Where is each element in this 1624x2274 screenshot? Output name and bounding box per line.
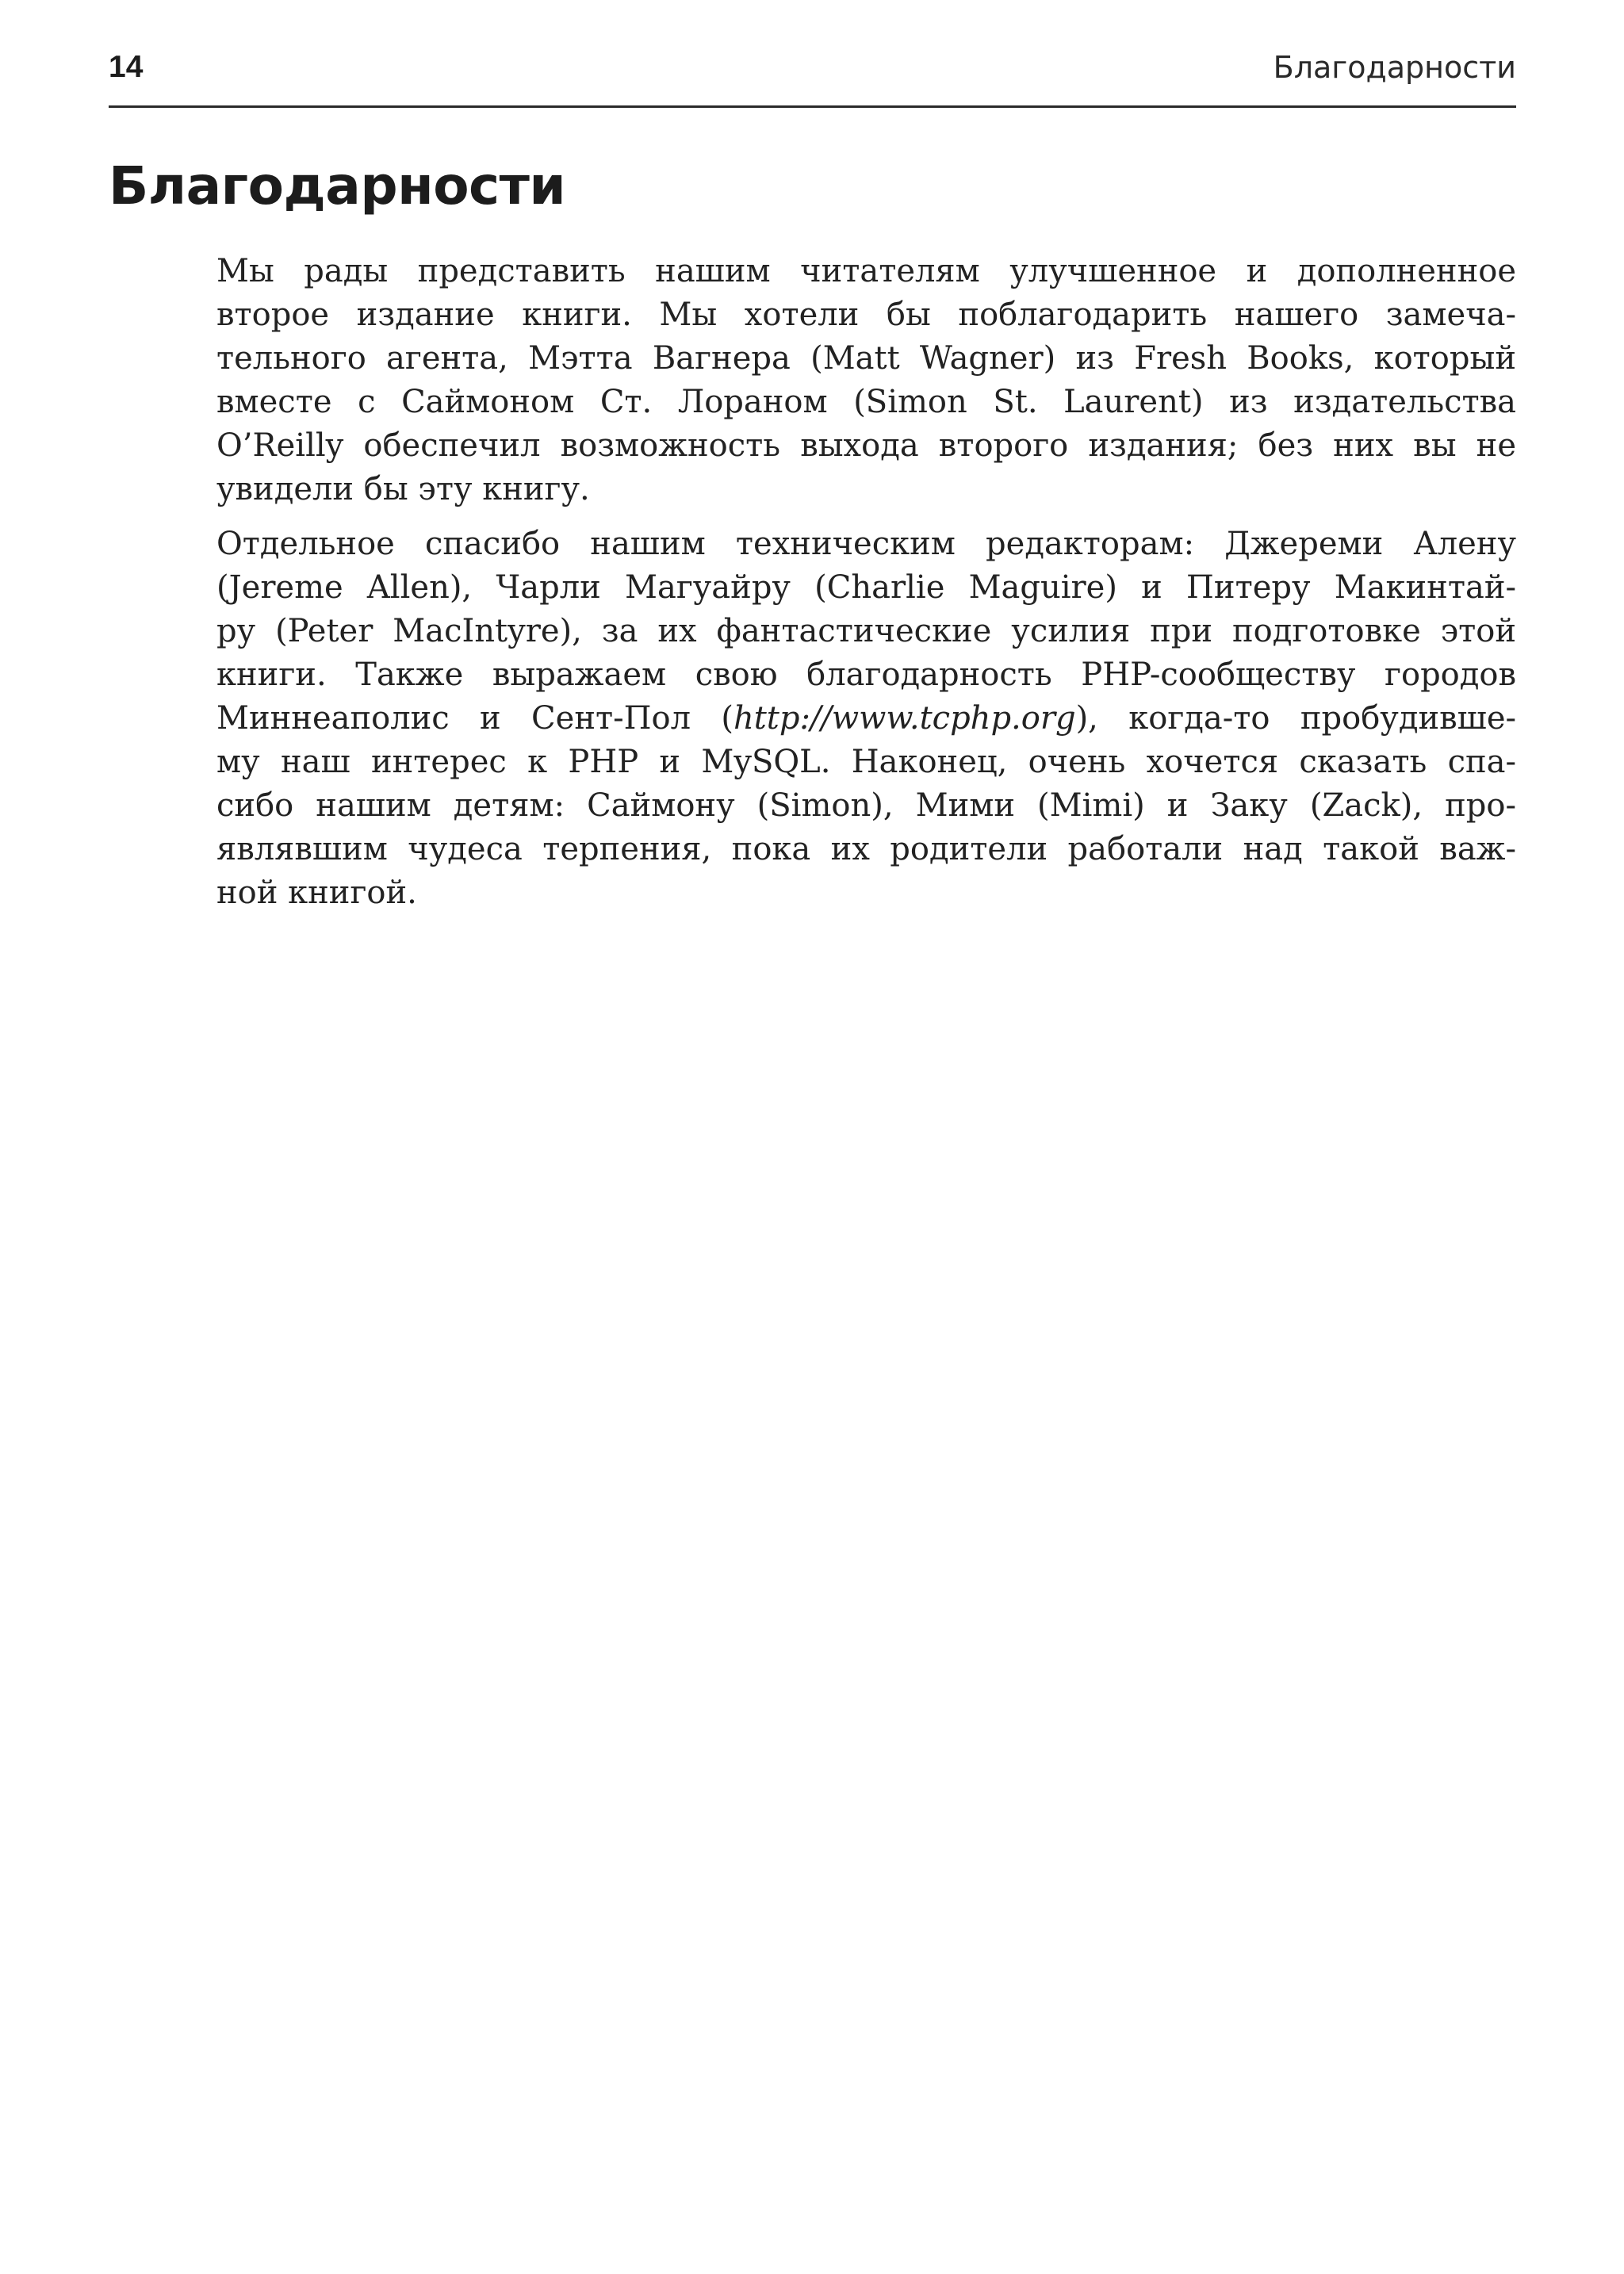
page-number: 14	[109, 50, 144, 84]
text-line: ру (Peter MacIntyre), за их фантастические усилия при подготовке этой	[216, 613, 1516, 649]
text-line	[216, 697, 1516, 741]
text-line: му наш интерес к PHP и MySQL. Наконец, очень хочется сказать спа-	[216, 744, 1516, 780]
paragraph-2	[216, 523, 1516, 915]
text-line: вместе с Саймоном Ст. Лораном (Simon St. Laurent) из издательства	[216, 384, 1516, 420]
text-line: второе издание книги. Мы хотели бы поблагодарить нашего замеча-	[216, 297, 1516, 333]
text-fragment: Миннеаполис и Сент-Пол (	[216, 700, 733, 737]
website-link[interactable]: http://www.tcphp.org	[733, 700, 1076, 737]
paragraph-1	[216, 250, 1516, 511]
text-line: книги. Также выражаем свою благодарность PHP-сообществу городов	[216, 657, 1516, 693]
section-title: Благодарности	[109, 155, 566, 216]
text-line: Отдельное спасибо нашим техническим редакторам: Джереми Алену	[216, 526, 1516, 562]
text-line: (Jereme Allen), Чарли Магуайру (Charlie Maguire) и Питеру Макинтай-	[216, 569, 1516, 606]
text-fragment: ), когда-то пробудивше-	[1075, 700, 1516, 737]
text-line: тельного агента, Мэтта Вагнера (Matt Wagner) из Fresh Books, который	[216, 340, 1516, 377]
text-line: сибо нашим детям: Саймону (Simon), Мими (Mimi) и Заку (Zack), про-	[216, 787, 1516, 824]
text-line: O’Reilly обеспечил возможность выхода второго издания; без них вы не	[216, 427, 1516, 464]
text-line: являвшим чудеса терпения, пока их родители работали над такой важ-	[216, 831, 1516, 867]
text-line: Мы рады представить нашим читателям улучшенное и дополненное	[216, 253, 1516, 289]
page-header	[109, 41, 1516, 108]
running-head: Благодарности	[1273, 50, 1516, 85]
body-text	[216, 250, 1516, 915]
text-line: ной книгой.	[216, 875, 417, 911]
text-line: увидели бы эту книгу.	[216, 471, 590, 507]
